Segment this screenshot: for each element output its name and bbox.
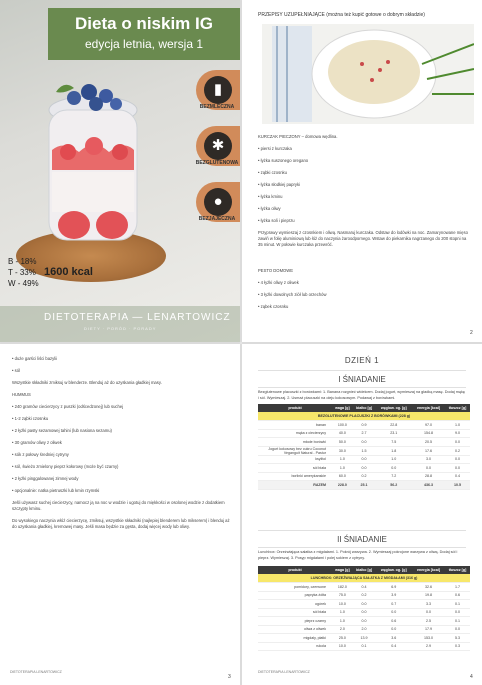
nutrient-value: 40.0 bbox=[332, 429, 353, 438]
day-plan-page bbox=[242, 344, 482, 685]
footer-logo: DIETOTERAPIA LENARTOWICZ bbox=[10, 670, 62, 674]
nutrient-value: 1.8 bbox=[375, 446, 412, 455]
badge-label: BEZMLECZNA bbox=[199, 104, 235, 110]
nutrient-value: 7.5 bbox=[375, 438, 412, 447]
badge-gluten-free bbox=[196, 126, 240, 166]
nutrient-value: 1.0 bbox=[332, 617, 353, 626]
badge-egg-free bbox=[196, 182, 240, 222]
table-row bbox=[258, 464, 470, 473]
list-item: • łyżka suszonego oregano bbox=[258, 158, 309, 163]
nutrient-value: 100.0 bbox=[332, 421, 353, 430]
brand-subtitle: DIETY · PORÓD · PORADY bbox=[84, 326, 157, 331]
recipe-intro: KURCZAK PIECZONY – domowa wędlina. bbox=[258, 134, 338, 139]
table-header-cell: energia [kcal] bbox=[412, 404, 445, 412]
nutrient-value: 0.0 bbox=[445, 438, 470, 447]
page-number: 2 bbox=[470, 330, 473, 336]
nutrient-value: 154.8 bbox=[412, 429, 445, 438]
recipe-intro: PESTO DOMOWE bbox=[258, 268, 294, 273]
nutrient-value: 0.4 bbox=[375, 642, 412, 651]
recipe-steps: Przyprawy wymieszaj z czosnkiem i oliwą. Nasmaruj kurczaka. Odstaw do lodówki na noc. Zamarynowane mięso zawiń w folię aluminiową lub łóż do naczynia żaroodpornego. Wstaw do piekarnika nagrzanego do 200 stopni na 35 minut. W połowie kurczaka przewróć. bbox=[258, 230, 468, 247]
product-name: oliwa z oliwek bbox=[258, 625, 332, 634]
table-row bbox=[258, 591, 470, 600]
sum-value: 436.3 bbox=[412, 481, 445, 490]
day-title: DZIEŃ 1 bbox=[344, 356, 380, 365]
nutrition-table bbox=[258, 566, 470, 651]
nutrient-value: 0.2 bbox=[353, 472, 376, 481]
table-row bbox=[258, 608, 470, 617]
nutrient-value: 20.5 bbox=[412, 438, 445, 447]
badge-dairy-free bbox=[196, 70, 240, 110]
recipes-page bbox=[242, 0, 482, 342]
list-item: • ząbek czosnku bbox=[258, 304, 289, 309]
list-item: • 1-2 ząbki czosnku bbox=[12, 416, 49, 421]
page-number: 4 bbox=[470, 674, 473, 680]
nutrient-value: 32.6 bbox=[412, 583, 445, 592]
table-title: BEZGLUTENOWE PLACUSZKI Z BORÓWKAMI (228 g) bbox=[258, 412, 470, 421]
nutrient-value: 1.0 bbox=[375, 455, 412, 464]
list-item: • łyżka oliwy bbox=[258, 206, 281, 211]
table-sum-row bbox=[258, 481, 470, 490]
nutrient-value: 0.0 bbox=[375, 625, 412, 634]
pesto-bowl-image bbox=[262, 24, 474, 124]
product-name: pomidory, czerwone bbox=[258, 583, 332, 592]
nutrient-value: 3.3 bbox=[412, 600, 445, 609]
nutrient-value: 23.1 bbox=[375, 429, 412, 438]
nutrient-value: 0.0 bbox=[353, 464, 376, 473]
table-header-cell: energia [kcal] bbox=[412, 566, 445, 574]
table-title-row bbox=[258, 574, 470, 583]
meal-title: I ŚNIADANIE bbox=[338, 375, 386, 384]
nutrient-value: 1.0 bbox=[332, 464, 353, 473]
list-item: • 4 łyżki oliwy z oliwek bbox=[258, 280, 299, 285]
nutrient-value: 10.0 bbox=[332, 600, 353, 609]
nutrient-value: 30.0 bbox=[332, 446, 353, 455]
diet-badges bbox=[196, 70, 240, 238]
nutrient-value: 0.0 bbox=[445, 455, 470, 464]
nutrient-value: 0.0 bbox=[353, 600, 376, 609]
nutrient-value: 0.9 bbox=[353, 421, 376, 430]
table-header-cell: waga [g] bbox=[332, 404, 353, 412]
macro-fat: T - 33% bbox=[8, 268, 36, 277]
list-item: • ząbki czosnku bbox=[258, 170, 287, 175]
nutrient-value: 0.4 bbox=[353, 583, 376, 592]
nutrient-value: 97.0 bbox=[412, 421, 445, 430]
sum-label: RAZEM bbox=[258, 481, 332, 490]
nutrient-value: 1.5 bbox=[353, 446, 376, 455]
nutrient-value: 0.0 bbox=[445, 625, 470, 634]
table-header-cell: węglow. og. [g] bbox=[375, 404, 412, 412]
list-item: • 2 łyżki pasty sezamowej tahini (lub nasiona sezamu) bbox=[12, 428, 112, 433]
milk-bottle-icon: ▮ bbox=[204, 76, 232, 104]
divider bbox=[258, 547, 466, 548]
table-row bbox=[258, 600, 470, 609]
egg-icon: ● bbox=[204, 188, 232, 216]
nutrient-value: 1.0 bbox=[445, 421, 470, 430]
product-name: migdały, płatki bbox=[258, 634, 332, 643]
list-item: • piersi z kurczaka bbox=[258, 146, 292, 151]
macros-list bbox=[8, 256, 39, 289]
nutrient-value: 0.0 bbox=[353, 608, 376, 617]
sum-value: 56.2 bbox=[375, 481, 412, 490]
product-name: borlinki amerykanskie bbox=[258, 472, 332, 481]
macro-protein: B - 18% bbox=[8, 257, 37, 266]
nutrient-value: 2.9 bbox=[412, 642, 445, 651]
table-row bbox=[258, 583, 470, 592]
product-name: papryka żółta bbox=[258, 591, 332, 600]
nutrient-value: 22.8 bbox=[375, 421, 412, 430]
table-header-cell: białko [g] bbox=[353, 566, 376, 574]
cover-title: Dieta o niskim IG bbox=[75, 14, 213, 33]
nutrient-value: 1.0 bbox=[332, 608, 353, 617]
table-title: LUNCHBOX: ORZEŹWIAJĄCA SAŁATKA Z MIGDAŁAMI (316 g) bbox=[258, 574, 470, 583]
table-header-cell: tłuszcz [g] bbox=[445, 566, 470, 574]
nutrient-value: 3.6 bbox=[375, 634, 412, 643]
sum-value: 10.5 bbox=[445, 481, 470, 490]
nutrient-value: 13.9 bbox=[353, 634, 376, 643]
nutrient-value: 3.9 bbox=[375, 591, 412, 600]
nutrient-value: 3.0 bbox=[412, 455, 445, 464]
nutrient-value: 2.5 bbox=[412, 617, 445, 626]
table-row bbox=[258, 617, 470, 626]
nutrient-value: 0.1 bbox=[353, 642, 376, 651]
table-row bbox=[258, 429, 470, 438]
table-header-cell: produkt bbox=[258, 404, 332, 412]
list-item: • 3 łyżki dowolnych ziół lub orzechów bbox=[258, 292, 327, 297]
table-header-cell: tłuszcz [g] bbox=[445, 404, 470, 412]
table-row bbox=[258, 642, 470, 651]
footer-logo: DIETOTERAPIA LENARTOWICZ bbox=[258, 670, 310, 674]
list-item: • 240 gramów ciecierzycy z puszki (odścedzonej) lub suchej bbox=[12, 404, 124, 409]
list-item: • łyżka kminu bbox=[258, 194, 283, 199]
table-row bbox=[258, 634, 470, 643]
nutrient-value: 0.1 bbox=[445, 617, 470, 626]
nutrient-value: 7.2 bbox=[375, 472, 412, 481]
nutrient-value: 0.1 bbox=[445, 600, 470, 609]
table-row bbox=[258, 455, 470, 464]
nutrient-value: 60.0 bbox=[332, 472, 353, 481]
nutrient-value: 0.0 bbox=[445, 608, 470, 617]
table-row bbox=[258, 421, 470, 430]
hummus-page bbox=[0, 344, 240, 685]
nutrient-value: 0.4 bbox=[445, 472, 470, 481]
nutrient-value: 182.0 bbox=[332, 583, 353, 592]
page-number: 3 bbox=[228, 674, 231, 680]
list-item: • łyżka soli i pieprzu bbox=[258, 218, 295, 223]
sum-value: 25.1 bbox=[353, 481, 376, 490]
recipe-pesto bbox=[256, 268, 470, 316]
nutrient-value: 1.7 bbox=[445, 583, 470, 592]
nutrient-value: 0.0 bbox=[375, 464, 412, 473]
nutrient-value: 25.0 bbox=[332, 634, 353, 643]
recipe-continued bbox=[10, 356, 230, 536]
recipe-note: Wszystkie składniki zmiksuj w blenderze. Blenduj aż do uzyskania gładkiej masy. bbox=[12, 380, 162, 385]
nutrient-value: 2.0 bbox=[353, 625, 376, 634]
nutrient-value: 0.6 bbox=[445, 591, 470, 600]
divider bbox=[258, 370, 466, 371]
product-name: ogórek bbox=[258, 600, 332, 609]
nutrient-value: 5.3 bbox=[445, 634, 470, 643]
product-name: pieprz czarny bbox=[258, 617, 332, 626]
nutrient-value: 0.2 bbox=[445, 446, 470, 455]
wheat-icon: ✱ bbox=[204, 132, 232, 160]
yogurt-jar-image bbox=[34, 80, 152, 255]
product-name: Jogurt kokosowy bez cukru Coconut Veganguit Natural - Pastur bbox=[258, 446, 332, 455]
nutrient-value: 2.7 bbox=[353, 429, 376, 438]
kcal-label: 1600 kcal bbox=[44, 266, 93, 278]
divider bbox=[258, 530, 466, 531]
divider bbox=[258, 387, 466, 388]
list-item: • sól, świeżo zmielony pieprz kołorowy (może być czarny) bbox=[12, 464, 119, 469]
list-item: • sók z połowy średniej cytryny bbox=[12, 452, 69, 457]
list-item: • sól bbox=[12, 368, 20, 373]
meal-title: II ŚNIADANIE bbox=[337, 535, 387, 544]
product-name: ksylitol bbox=[258, 455, 332, 464]
nutrient-value: 28.8 bbox=[412, 472, 445, 481]
nutrient-value: 9.0 bbox=[445, 429, 470, 438]
macro-carbs: W - 49% bbox=[8, 279, 39, 288]
nutrient-value: 0.0 bbox=[412, 464, 445, 473]
nutrition-table bbox=[258, 404, 470, 490]
nutrient-value: 0.0 bbox=[353, 617, 376, 626]
product-name: banan bbox=[258, 421, 332, 430]
badge-label: BEZJAJECZNA bbox=[198, 216, 236, 222]
nutrient-value: 19.8 bbox=[412, 591, 445, 600]
table-header-cell: białko [g] bbox=[353, 404, 376, 412]
table-row bbox=[258, 472, 470, 481]
nutrient-value: 10.0 bbox=[332, 642, 353, 651]
nutrient-value: 6.9 bbox=[375, 583, 412, 592]
nutrient-value: 0.0 bbox=[353, 455, 376, 464]
product-name: młode borówki bbox=[258, 438, 332, 447]
nutrient-value: 17.6 bbox=[412, 446, 445, 455]
meal-instructions: Bezglutenowe placuszki z borówkami: 1. Banana rozgnieć widelcem. Dodaj jogurt, wymieszaj na gładką masę. Dodaj mąkę i sól. Wymieszaj. 2. Usmaż placuszki na oleju kokosowym. Podawaj z borówkami. bbox=[258, 390, 466, 400]
list-item: • łyżka słodkiej papryki bbox=[258, 182, 300, 187]
list-item: • duże garści liści bazylii bbox=[12, 356, 57, 361]
table-row bbox=[258, 438, 470, 447]
table-header-cell: węglow. og. [g] bbox=[375, 566, 412, 574]
table-row bbox=[258, 446, 470, 455]
badge-label: BEZGLUTENOWA bbox=[195, 160, 239, 166]
cover-title-box bbox=[48, 8, 240, 60]
nutrient-value: 1.0 bbox=[332, 455, 353, 464]
recipe-note: Do wysokiego naczynia włóż ciecierzycę, zmiksuj, wszystkie składniki (najlepiej blenderem lub mikserem) i blenduj aż do uzyskania gładkiej, kremowej masy. Jeśli masa będzie za gęsta, dodaj więcej wody lub oliwy. bbox=[12, 518, 230, 529]
section-title: HUMMUS bbox=[12, 392, 31, 397]
nutrient-value: 0.6 bbox=[375, 617, 412, 626]
list-item: • 2 łyżki pinggalowanej zimnej wody bbox=[12, 476, 79, 481]
product-name: rukola bbox=[258, 642, 332, 651]
table-header-cell: produkt bbox=[258, 566, 332, 574]
table-row bbox=[258, 625, 470, 634]
list-item: • 30 gramów oliwy z oliwek bbox=[12, 440, 62, 445]
meal-instructions: Lunchbox: Orzeźwiająca sałatka z migdałami. 1. Pokrój warzywa. 2. Wymieszaj pokrojone warzywa z oliwą. Dodaj sól i pieprz. Wymieszaj. 3. Posyp migdałami i polej sokiem z cytryny. bbox=[258, 550, 458, 560]
product-name: sól biała bbox=[258, 464, 332, 473]
product-name: sól biała bbox=[258, 608, 332, 617]
recipes-header: PRZEPISY UZUPEŁNIAJĄCE (można też kupić gotowe o dobrym składzie) bbox=[258, 12, 425, 18]
nutrient-value: 0.2 bbox=[353, 591, 376, 600]
recipe-note: Jeśli używasz suchej ciecierzycy, namocz ją na noc w wodzie i ugotuj do miękkości w osolonej wodzie z dodatkiem szczypty kminu. bbox=[12, 500, 225, 511]
list-item: • opcjonalnie: natka pietruszki lub kmin rzymski bbox=[12, 488, 100, 493]
cover-subtitle: edycja letnia, wersja 1 bbox=[84, 37, 204, 51]
table-title-row bbox=[258, 412, 470, 421]
nutrient-value: 2.0 bbox=[332, 625, 353, 634]
nutrient-value: 17.9 bbox=[412, 625, 445, 634]
nutrient-value: 0.0 bbox=[375, 608, 412, 617]
sum-value: 228.0 bbox=[332, 481, 353, 490]
product-name: mąka z ciecierzycy bbox=[258, 429, 332, 438]
recipe-chicken bbox=[256, 134, 470, 254]
nutrient-value: 0.0 bbox=[353, 438, 376, 447]
nutrient-value: 75.0 bbox=[332, 591, 353, 600]
nutrient-value: 0.7 bbox=[375, 600, 412, 609]
nutrient-value: 0.3 bbox=[445, 642, 470, 651]
nutrient-value: 0.0 bbox=[445, 464, 470, 473]
nutrient-value: 50.0 bbox=[332, 438, 353, 447]
nutrient-value: 0.0 bbox=[412, 608, 445, 617]
nutrient-value: 153.0 bbox=[412, 634, 445, 643]
cover-page bbox=[0, 0, 240, 342]
brand-name: DIETOTERAPIA — LENARTOWICZ bbox=[44, 312, 231, 323]
table-header-cell: waga [g] bbox=[332, 566, 353, 574]
